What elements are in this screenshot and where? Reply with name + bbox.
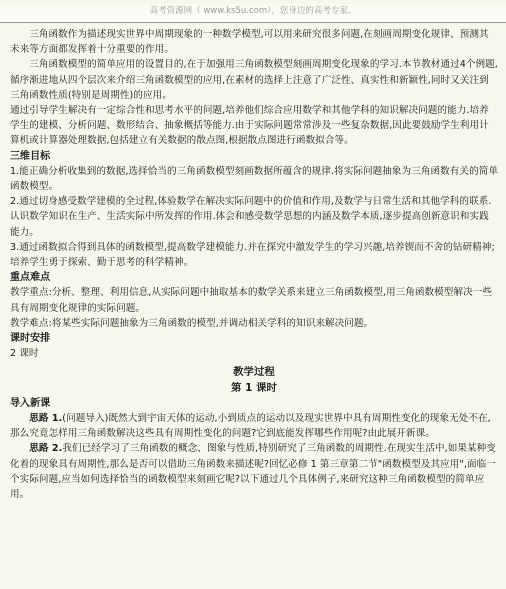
objective-3: 3.通过函数拟合得到具体的函数模型,提高数学建模能力.并在探究中激发学生的学习兴趣,培养锲而不舍的钻研精神;培养学生勇于探索、勤于思考的科学精神。 [10,241,495,269]
section-heading-objectives: 三维目标 [10,150,51,162]
header-site-text: 高考资源网（ www.ks5u.com），您身边的高考专家。 [149,6,357,16]
objective-1: 1.能正确分析收集到的数据,选择恰当的三角函数模型刻画数据所蕴含的规律.将实际问题抽象为三角函数有关的简单函数模型。 [10,165,498,193]
key-point-difficulty: 教学难点:将某些实际问题抽象为三角函数的模型,并调动相关学科的知识来解决问题。 [10,317,374,329]
intro-idea-2-text: 我们已经学习了三角函数的概念、图象与性质,特别研究了三角函数的周期性.在现实生活中,如果某种变化着的现象具有周期性,那么是否可以借助三角函数来描述呢?回忆必修 1 第三章第二节"函数模型及其应用",面临一个实际问题,应当如何选择恰当的函数模型来刻画它呢?以下通过几个具体例子,来研究这种三角函数模型的简单应用。 [10,443,496,501]
intro-idea-1 [10,411,498,441]
document-body [10,27,498,502]
process-title: 教学过程 [233,366,275,379]
intro-idea-2 [10,441,498,502]
intro-idea-1-text: (问题导入)既然大到宇宙天体的运动,小到质点的运动以及现实世界中具有周期性变化的现象无处不在,那么究竟怎样用三角函数解决这些具有周期性变化的问题?它到底能发挥哪些作用呢?由此展开新课。 [10,413,491,440]
paragraph-intro-3: 通过引导学生解决有一定综合性和思考水平的问题,培养他们综合应用数学和其他学科的知识解决问题的能力.培养学生的建模、分析问题、数形结合、抽象概括等能力.由于实际问题常常涉及一些复杂数据,因此要鼓励学生利用计算机或计算器处理数据,包括建立有关数据的散点图,根据散点图进行函数拟合等。 [10,105,489,147]
lesson-title: 第 1 课时 [231,381,277,394]
paragraph-intro-1: 三角函数作为描述现实世界中周期现象的一种数学模型,可以用来研究很多问题,在刻画周期变化规律、预测其未来等方面都发挥着十分重要的作用。 [10,29,489,56]
paragraph-intro-2: 三角函数模型的简单应用的设置目的,在于加强用三角函数模型刻画周期变化现象的学习.本节教材通过4个例题,循序渐进地从四个层次来介绍三角函数模型的应用,在素材的选择上注意了广泛性、真实性和新颖性,同时又关注到三角函数性质(特别是周期性)的应用。 [10,59,498,101]
section-heading-schedule: 课时安排 [10,333,51,345]
section-heading-key-points: 重点难点 [10,272,51,284]
schedule-value: 2 课时 [10,348,39,360]
intro-idea-2-label: 思路 2. [29,443,63,455]
key-point-focus: 教学重点:分析、整理、利用信息,从实际问题中抽取基本的数学关系来建立三角函数模型,用三角函数模型解决一些具有周期变化规律的实际问题。 [10,287,493,314]
section-heading-intro: 导入新课 [10,397,51,409]
page-header [0,4,506,23]
objective-2: 2.通过切身感受数学建模的全过程,体验数学在解决实际问题中的价值和作用,及数学与日常生活和其他学科的联系.认识数学知识在生产、生活实际中所发挥的作用.体会和感受数学思想的内涵及数学本质,逐步提高创新意识和实践能力。 [10,196,492,238]
intro-idea-1-label: 思路 1. [29,413,63,425]
